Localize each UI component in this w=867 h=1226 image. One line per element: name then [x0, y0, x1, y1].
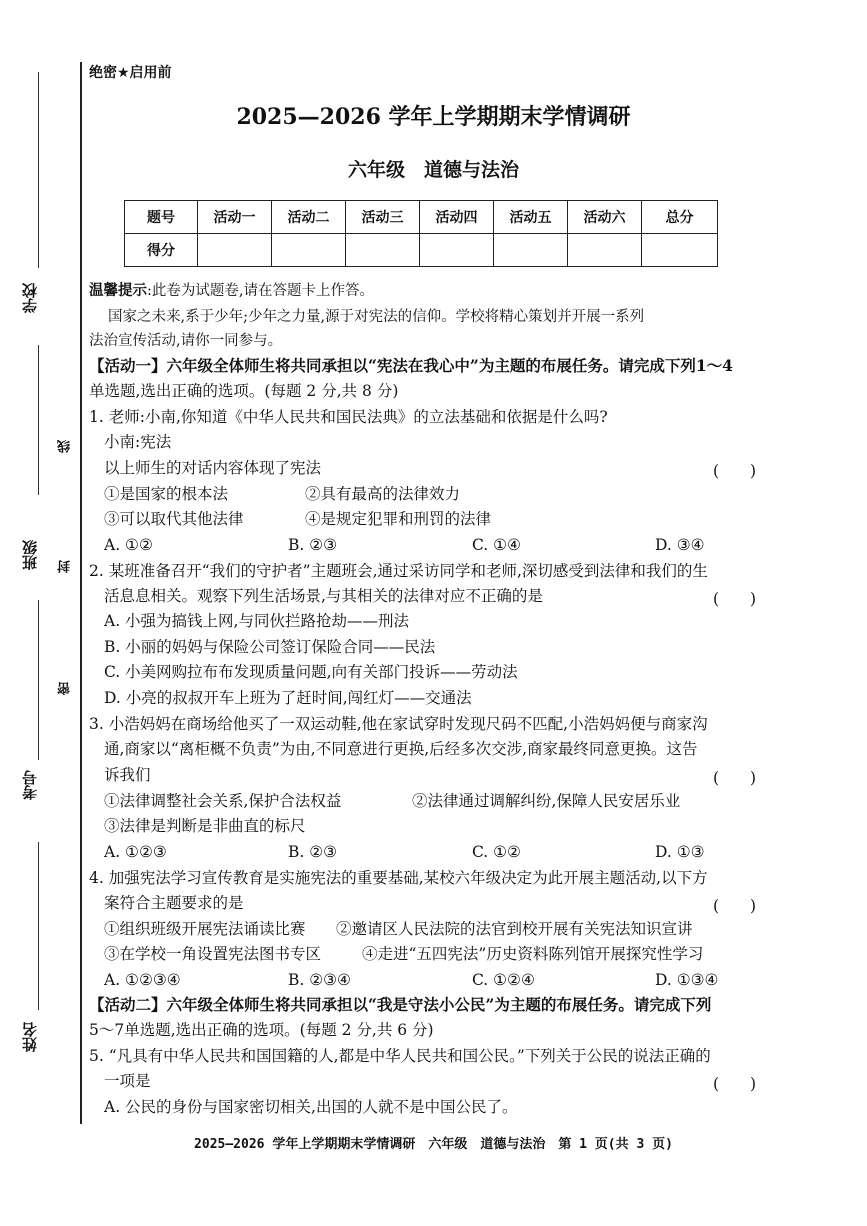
q4-answer-blank[interactable]: ( ) [713, 897, 757, 915]
score-table-score-row [125, 234, 718, 267]
q4-statement: ②邀请区人民法院的法官到校开展有关宪法知识宣讲 [336, 920, 693, 938]
q2-choice-a[interactable]: A. 小强为搞钱上网,与同伙拦路抢劫——刑法 [104, 612, 409, 630]
activity-2-instructions: 5～7单选题,选出正确的选项。(每题 2 分,共 6 分) [89, 1021, 434, 1039]
q3-answer-blank[interactable]: ( ) [713, 769, 757, 787]
q3-choice-c[interactable]: C. ①② [472, 843, 521, 861]
q2-choice-d[interactable]: D. 小亮的叔叔开车上班为了赶时间,闯红灯——交通法 [104, 689, 472, 707]
q4-stem: 4. 加强宪法学习宣传教育是实施宪法的重要基础,某校六年级决定为此开展主题活动,以下方 [89, 869, 708, 887]
exam-title: 2025—2026 学年上学期期末学情调研 [236, 104, 631, 130]
q5-stem: 5. “凡具有中华人民共和国国籍的人,都是中华人民共和国公民。”下列关于公民的说法正确的 [89, 1047, 711, 1065]
score-cell[interactable] [198, 234, 272, 267]
activity-2-heading: 【活动二】六年级全体师生将共同承担以“我是守法小公民”为主题的布展任务。请完成下列 [89, 995, 712, 1014]
tip-label: 温馨提示 [89, 282, 147, 299]
tip [89, 282, 374, 300]
q3-stem: 通,商家以“离柜概不负责”为由,不同意进行更换,后经多次交涉,商家最终同意更换。这告 [104, 740, 698, 758]
q5-stem: 一项是 [104, 1072, 151, 1090]
q1-stem: 小南:宪法 [104, 433, 172, 451]
score-table-header: 活动六 [568, 201, 642, 234]
q1-choice-b[interactable]: B. ②③ [288, 536, 338, 554]
q2-choice-b[interactable]: B. 小丽的妈妈与保险公司签订保险合同——民法 [104, 638, 436, 656]
q3-choice-a[interactable]: A. ①②③ [104, 843, 167, 861]
score-table [124, 200, 718, 267]
name-label: 姓名 [21, 1022, 39, 1052]
binding-mark-seal: 封 [58, 560, 73, 573]
class-label: 班级 [21, 540, 39, 570]
score-table-header: 活动三 [346, 201, 420, 234]
q1-stem: 以上师生的对话内容体现了宪法 [104, 459, 322, 477]
q3-statement: ②法律通过调解纠纷,保障人民安居乐业 [412, 792, 681, 810]
name-field-line [38, 842, 39, 1010]
q3-statement: ③法律是判断是非曲直的标尺 [104, 817, 306, 835]
class-field-line [38, 345, 39, 495]
school-label: 学校 [21, 283, 39, 313]
q3-stem: 3. 小浩妈妈在商场给他买了一双运动鞋,他在家试穿时发现尺码不匹配,小浩妈妈便与商家沟 [89, 715, 708, 733]
score-table-header: 题号 [125, 201, 198, 234]
score-cell[interactable] [494, 234, 568, 267]
score-table-header: 活动五 [494, 201, 568, 234]
score-table-header: 总分 [642, 201, 718, 234]
activity-1-heading: 【活动一】六年级全体师生将共同承担以“宪法在我心中”为主题的布展任务。请完成下列1～4 [89, 356, 733, 375]
q1-statement: ④是规定犯罪和刑罚的法律 [305, 510, 492, 528]
intro-line: 法治宣传活动,请你一同参与。 [89, 333, 283, 349]
q4-choice-b[interactable]: B. ②③④ [288, 971, 351, 989]
q4-choice-a[interactable]: A. ①②③④ [104, 971, 181, 989]
score-table-header: 活动二 [272, 201, 346, 234]
q3-statement: ①法律调整社会关系,保护合法权益 [104, 792, 342, 810]
q1-answer-blank[interactable]: ( ) [713, 462, 757, 480]
q1-choice-c[interactable]: C. ①④ [472, 536, 521, 554]
binding-mark-secret: 密 [58, 682, 73, 695]
exam-number-label: 考号 [21, 770, 39, 800]
q5-choice-a[interactable]: A. 公民的身份与国家密切相关,出国的人就不是中国公民了。 [104, 1098, 518, 1116]
binding-mark-line: 线 [58, 440, 73, 453]
q1-choice-d[interactable]: D. ③④ [655, 536, 705, 554]
page-footer: 2025—2026 学年上学期期末学情调研 六年级 道德与法治 第 1 页(共 3 页) [194, 1137, 673, 1152]
q1-statement: ①是国家的根本法 [104, 485, 229, 503]
q4-statement: ①组织班级开展宪法诵读比赛 [104, 920, 306, 938]
q4-choice-c[interactable]: C. ①②④ [472, 971, 535, 989]
score-cell[interactable] [346, 234, 420, 267]
exam-number-field-line [38, 600, 39, 760]
activity-1-instructions: 单选题,选出正确的选项。(每题 2 分,共 8 分) [89, 382, 399, 400]
q1-statement: ②具有最高的法律效力 [305, 485, 461, 503]
binding-line [80, 62, 82, 1124]
q2-stem: 2. 某班准备召开“我们的守护者”主题班会,通过采访同学和老师,深切感受到法律和我们的生 [89, 562, 708, 580]
q2-choice-c[interactable]: C. 小美网购拉布布发现质量问题,向有关部门投诉——劳动法 [104, 663, 518, 681]
score-table-header-row [125, 201, 718, 234]
q2-stem: 活息息相关。观察下列生活场景,与其相关的法律对应不正确的是 [104, 587, 543, 605]
confidential-label: 绝密★启用前 [89, 65, 172, 81]
exam-subtitle: 六年级 道德与法治 [347, 159, 519, 181]
score-cell[interactable] [272, 234, 346, 267]
q4-statement: ③在学校一角设置宪法图书专区 [104, 945, 322, 963]
q2-answer-blank[interactable]: ( ) [713, 590, 757, 608]
q1-choice-a[interactable]: A. ①② [104, 536, 153, 554]
q1-statement: ③可以取代其他法律 [104, 510, 244, 528]
q4-choice-d[interactable]: D. ①③④ [655, 971, 719, 989]
q3-choice-d[interactable]: D. ①③ [655, 843, 705, 861]
q1-stem: 1. 老师:小南,你知道《中华人民共和国民法典》的立法基础和依据是什么吗? [89, 408, 608, 426]
q4-statement: ④走进“五四宪法”历史资料陈列馆开展探究性学习 [362, 945, 704, 963]
score-cell[interactable] [568, 234, 642, 267]
score-cell[interactable] [642, 234, 718, 267]
score-table-header: 活动四 [420, 201, 494, 234]
score-table-header: 活动一 [198, 201, 272, 234]
q3-choice-b[interactable]: B. ②③ [288, 843, 338, 861]
q5-answer-blank[interactable]: ( ) [713, 1075, 757, 1093]
intro-line: 国家之未来,系于少年;少年之力量,源于对宪法的信仰。学校将精心策划并开展一系列 [108, 309, 645, 325]
q4-stem: 案符合主题要求的是 [104, 894, 244, 912]
tip-text: :此卷为试题卷,请在答题卡上作答。 [147, 283, 374, 299]
score-cell[interactable] [420, 234, 494, 267]
score-row-label: 得分 [125, 234, 198, 267]
q3-stem: 诉我们 [104, 766, 151, 784]
